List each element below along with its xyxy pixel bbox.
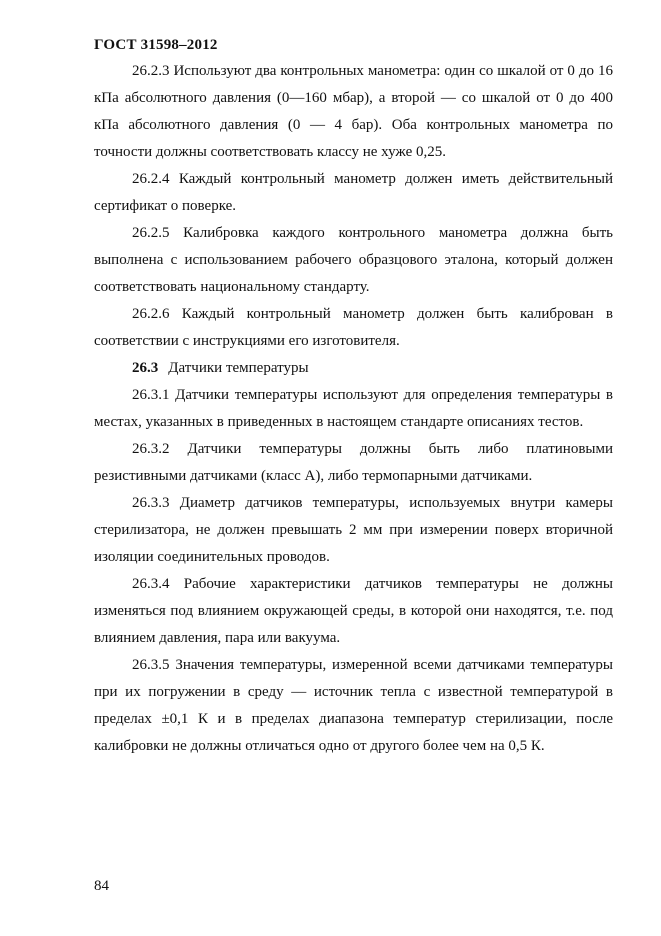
section-number: 26.3 (132, 360, 159, 376)
page-number: 84 (94, 878, 109, 894)
section-title: Датчики температуры (168, 360, 309, 376)
paragraph-26-2-3: 26.2.3 Используют два контрольных манометра: один со шкалой от 0 до 16 кПа абсолютного давления (0—160 мбар), а второй — со шкалой от 0 до 400 кПа абсолютного давления (0 — 4 бар). Оба контрольных манометра по точности должны соответствовать классу не хуже 0,25. (94, 63, 613, 160)
paragraph-26-3-4: 26.3.4 Рабочие характеристики датчиков температуры не должны изменяться под влиянием окружающей среды, в которой они находятся, т.е. под влиянием давления, пара или вакуума. (94, 576, 613, 646)
paragraph-26-3-5: 26.3.5 Значения температуры, измеренной всеми датчиками температуры при их погружении в среду — источник тепла с известной температурой в пределах ±0,1 К и в пределах диапазона температур стерилизации, после калибровки не должны отличаться одно от другого более чем на 0,5 К. (94, 657, 613, 754)
paragraph-26-2-6: 26.2.6 Каждый контрольный манометр должен быть калиброван в соответствии с инструкциями его изготовителя. (94, 306, 613, 349)
paragraph-26-3-3: 26.3.3 Диаметр датчиков температуры, используемых внутри камеры стерилизатора, не должен превышать 2 мм при измерении поверх вторичной изоляции соединительных проводов. (94, 495, 613, 565)
section-heading (94, 355, 613, 382)
paragraph-26-2-4: 26.2.4 Каждый контрольный манометр должен иметь действительный сертификат о поверке. (94, 171, 613, 214)
document-header: ГОСТ 31598–2012 (94, 37, 218, 53)
paragraph-26-2-5: 26.2.5 Калибровка каждого контрольного манометра должна быть выполнена с использованием рабочего образцового эталона, который должен соответствовать национальному стандарту. (94, 225, 613, 295)
paragraph-26-3-1: 26.3.1 Датчики температуры используют для определения температуры в местах, указанных в приведенных в настоящем стандарте описаниях тестов. (94, 387, 613, 430)
document-body (94, 58, 613, 760)
paragraph-26-3-2: 26.3.2 Датчики температуры должны быть либо платиновыми резистивными датчиками (класс А), либо термопарными датчиками. (94, 441, 613, 484)
